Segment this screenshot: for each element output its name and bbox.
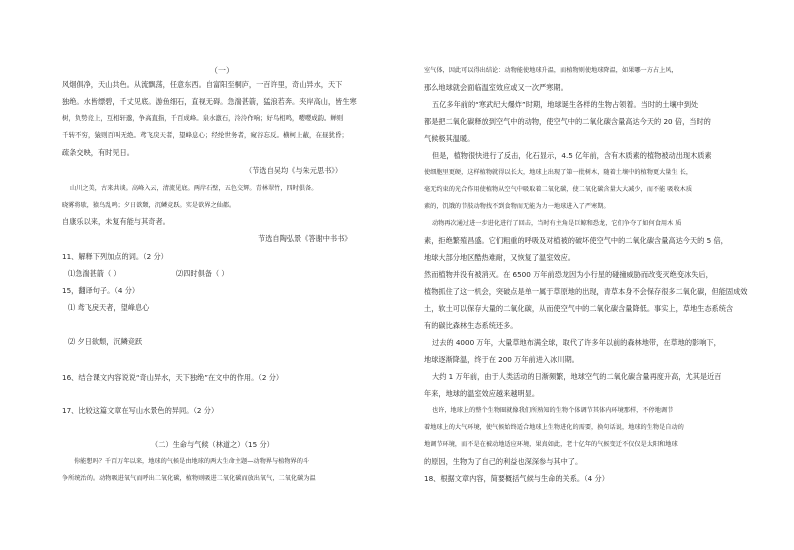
question-11-item: ⑵四时俱备（ ） (176, 269, 229, 278)
passage-line: 也许，地球上的整个生物圈就像我们所熟知的生物个体调节其体内环境那样，不停地调节 (432, 407, 674, 414)
section-title: （二）生命与气候（林道之）（15 分） (151, 440, 274, 449)
passage-line: 自康乐以来，未复有能与其奇者。 (62, 217, 170, 226)
source-note: （节选自吴均《与朱元思书》） (245, 166, 343, 175)
passage-line: 土，软土可以保存大量的二氧化碳，从而使空气中的二氧化碳含量降低。事实上，草地生态系统含 (424, 304, 734, 313)
passage-line: 都是把二氧化碳释放到空气中的动物，使空气中的二氧化碳含量高达今天的 20 倍，当时的 (424, 117, 711, 126)
passage-line: 素，拒绝繁殖昌盛。它们粗重的呼吸及对植被的破坏使空气中的二氧化碳含量高达今天的 5 倍， (424, 236, 728, 245)
passage-line: 独绝。水皆缥碧，千丈见底。游鱼细石，直视无碍。急湍甚箭，猛浪若奔。夹岸高山，皆生寒 (62, 97, 357, 106)
passage-line: 地调节环境，而不是在被动地适应环境，果真如此，老十亿年的气候变迁不仅仅是太阳和地球 (424, 441, 678, 448)
section-title: （一） (210, 66, 234, 75)
passage-line: 但是，植物很快进行了反击，化石显示，4.5 亿年前，含有木质素的植物被动出现木质素 (432, 151, 712, 160)
passage-line: 气候极其温暖。 (424, 134, 475, 143)
passage-line: 争所统治的。动物吸进氧气而呼出二氧化碳，植物则吸进二氧化碳而放出氧气，二氧化碳为温 (62, 475, 316, 482)
passage-line: 晓雾将歇，猿鸟乱鸣；夕日欲颓，沉鳞竞跃。实是欲界之仙都。 (62, 202, 236, 209)
passage-line: 千转不穷，猿则百叫无绝。鸢飞戾天者，望峰息心；经纶世务者，窥谷忘反。横柯上蔽，在昼犹昏； (62, 131, 348, 139)
question-15: 15，翻译句子。（4 分） (62, 286, 140, 295)
passage-line: 然而植物并没有被消灭。在 6500 万年前恐龙因为小行星的碰撞威胁而改变灭绝变冰失后， (424, 270, 713, 279)
passage-line: 那么地球就会面临温室效应或又一次严寒期。 (424, 83, 568, 92)
passage-line: 使细胞里更硬，这样植物就得以长大，地球上出现了第一批树木，随着土壤中的植物更大量生 长， (424, 169, 693, 176)
passage-line: 的原因，生物为了自己的利益也深深参与其中了。 (424, 457, 583, 466)
passage-line: 动物再次通过进一步进化进行了回击，当时有主角是巨鲸和恐龙，它们争夺了如何食用木 质 (432, 220, 682, 227)
passage-line: 植物抓住了这一机会，突破点是单一属于草原地的出现，青草本身不会保存很多二氧化碳，但能固成效 (424, 287, 748, 296)
passage-line: 有的碳比森林生态系统还多。 (424, 321, 518, 330)
question-15-item: ⑵ 夕日欲颓，沉鳞竞跃 (68, 337, 143, 346)
question-18: 18、根据文章内容，简要概括气候与生命的关系。（4 分） (424, 474, 609, 483)
question-11-item: ⑴急湍甚箭（ ） (68, 269, 121, 278)
question-17: 17、比较这篇文章在写山水景色的异同。（2 分） (62, 406, 219, 415)
passage-line: 地球大部分地区酷热难耐，又恢复了温室效应。 (424, 253, 575, 262)
passage-line: 室气体，因此可以得出结论：动物能使地球升温，而植物则使地球降温，如果哪一方占上风， (424, 67, 678, 74)
passage-line: 素的，饥饿的节肢动物找不到食物而无能为力一地球进入了严寒期。 (424, 203, 610, 210)
question-16: 16、结合课文内容说说“奇山异水，天下独绝”在文中的作用。（2 分） (62, 373, 284, 382)
passage-line: 过去的 4000 万年，大量草地布满全球，取代了许多年以前的森林地带，在草地的影响下， (432, 338, 721, 347)
passage-line: 你能想吗？千百万年以来，地球的气候是由地球的两大生命主题—动物界与植物界的斗 (74, 458, 310, 465)
passage-line: 大约 1 万年前，由于人类活动的日渐频繁，地球空气的二氧化碳含量再度升高，尤其是近百 (432, 372, 722, 381)
passage-line: 着地球上的大气环境，使气候始终适合地球上生物进化的需要，换句话说，地球的生物是自动的 (424, 424, 684, 431)
passage-line: 地球逐渐降温，终于在 200 万年前进入冰川期。 (424, 355, 579, 364)
passage-line: 毫无约束的光合作用使植物从空气中吸取着二氧化碳，使二氧化碳含量大大减少，而不能 吸收木质 (424, 186, 693, 193)
passage-line: 年来，地球的温室效应越来越明显。 (424, 389, 540, 398)
passage-line: 疏条交映，有时见日。 (62, 148, 134, 157)
question-11: 11、解释下列加点的词。（2 分） (62, 252, 168, 261)
passage-line: 五亿多年前的“寒武纪大爆炸”时期，地球诞生各样的生物占领着。当时的土壤中到处 (432, 100, 699, 109)
question-15-item: ⑴ 鸢飞戾天者，望峰息心 (68, 303, 150, 312)
passage-line: 树，负势竞上，互相轩邈，争高直指，千百成峰。泉水激石，泠泠作响；好鸟相鸣，嘤嘤成韵。蝉则 (62, 114, 344, 122)
passage-line: 山川之美，古来共谈。高峰入云，清流见底。两岸石壁，五色交辉。青林翠竹，四时俱备。 (70, 185, 318, 192)
source-note: 节选自陶弘景《答谢中书书》 (258, 234, 352, 243)
passage-line: 风烟俱净，天山共色。从流飘荡，任意东西。自富阳至桐庐，一百许里，奇山异水，天下 (62, 80, 343, 89)
